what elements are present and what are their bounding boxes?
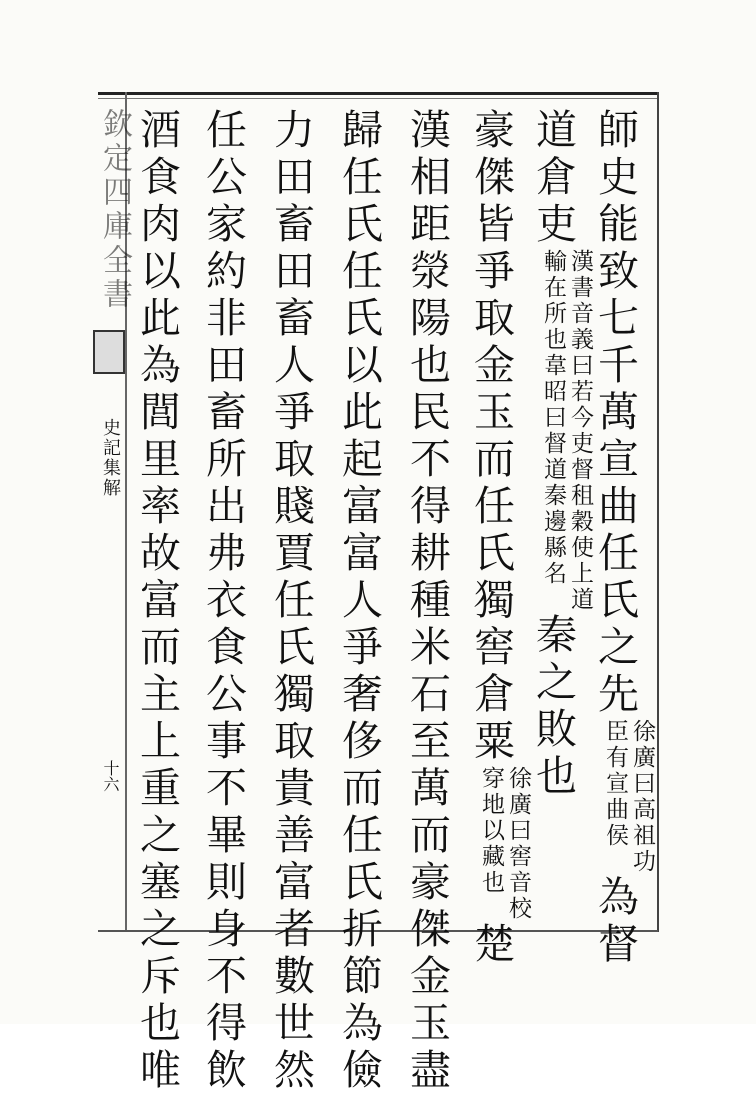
- right-border-rule: [657, 92, 659, 932]
- text-column-5: [334, 108, 384, 1095]
- text-column-6: [266, 108, 316, 1095]
- annotation-right: 徐廣曰高祖功: [629, 719, 655, 875]
- annotation-left: 穿地以藏也: [478, 766, 504, 896]
- annotation-right: 漢書音義曰若今吏督租穀使上道: [567, 249, 593, 613]
- column-main-text: 歸任氏任氏以此起富富人爭奢侈而任氏折節為儉: [335, 108, 383, 1095]
- column-main-text: 酒食肉以此為閭里率故富而主上重之塞之斥也唯: [133, 108, 181, 1095]
- column-main-text: 力田畜田畜人爭取賤賈任氏獨取貴善富者數世然: [267, 108, 315, 1095]
- text-column-8: [132, 108, 182, 1095]
- text-column-7: [198, 108, 248, 1095]
- text-column-2: [528, 108, 593, 928]
- column-tail-text: 楚: [467, 922, 515, 969]
- text-column-3: [466, 108, 531, 969]
- annotation-left: 臣有宣曲侯: [602, 719, 628, 849]
- margin-book-title: 史記集解: [100, 418, 121, 498]
- annotation-pair: [539, 249, 593, 613]
- margin-header-fragment: 欽定四庫全書: [97, 108, 132, 312]
- fishtail-mark: [93, 330, 125, 374]
- annotation-pair: [477, 766, 531, 922]
- margin-page-number: 十六: [101, 760, 120, 792]
- column-tail-text: 秦之敗也: [529, 613, 577, 801]
- column-tail-text: 為督: [591, 875, 639, 969]
- top-border-rule-inner: [98, 98, 658, 99]
- column-main-text: 任公家約非田畜所出弗衣食公事不畢則身不得飲: [199, 108, 247, 1095]
- text-column-4: [402, 108, 452, 1095]
- annotation-right: 徐廣曰窖音校: [505, 766, 531, 922]
- text-column-1: [590, 108, 655, 969]
- column-main-text: 豪傑皆爭取金玉而任氏獨窖倉粟: [467, 108, 515, 766]
- top-border-rule: [98, 92, 658, 95]
- column-main-text: 師史能致七千萬宣曲任氏之先: [591, 108, 639, 719]
- annotation-left: 輸在所也韋昭曰督道秦邊縣名: [540, 249, 566, 587]
- column-main-text: 漢相距滎陽也民不得耕種米石至萬而豪傑金玉盡: [403, 108, 451, 1095]
- column-main-text: 道倉吏: [529, 108, 577, 249]
- annotation-pair: [601, 719, 655, 875]
